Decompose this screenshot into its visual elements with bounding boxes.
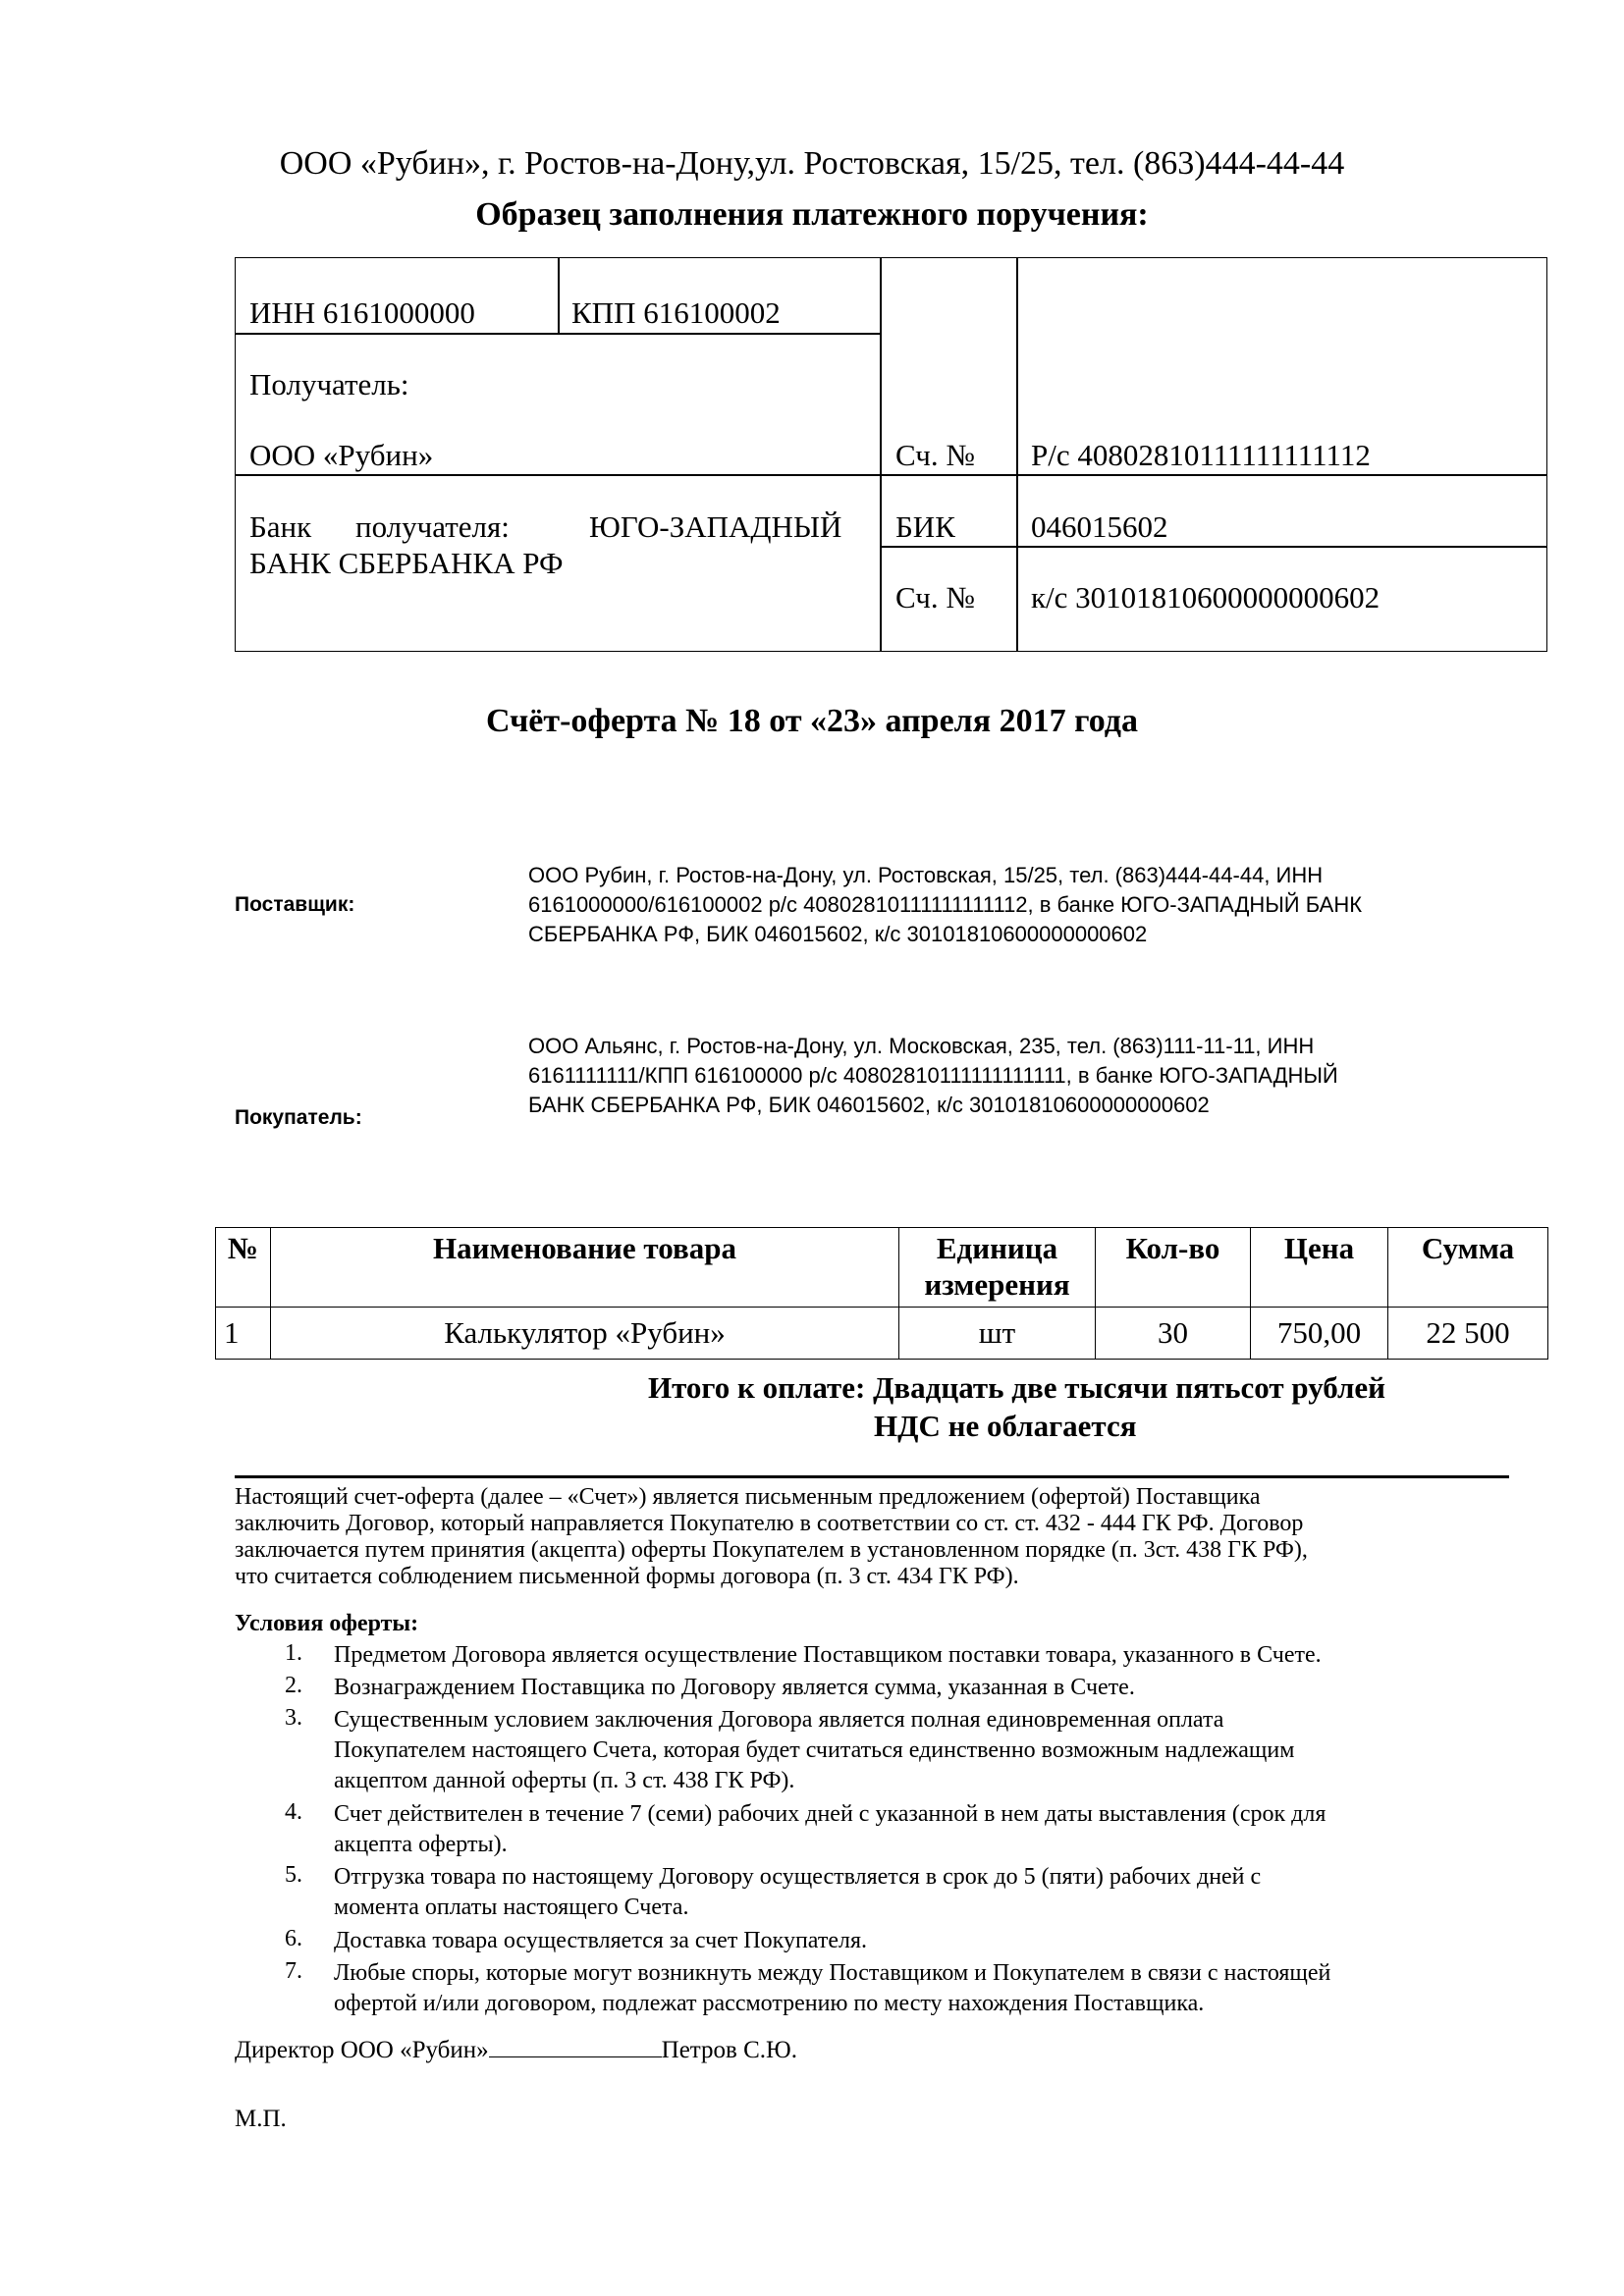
condition-text [334,1862,1512,1923]
condition-line: Отгрузка товара по настоящему Договору осуществляется в срок до 5 (пяти) рабочих дней с [334,1864,1262,1890]
bik-value: 046015602 [1031,509,1168,544]
signature-name: Петров С.Ю. [661,2037,797,2063]
condition-text [334,1926,1512,1956]
inn-value: ИНН 6161000000 [249,295,475,330]
bank-details-table [235,257,1547,652]
corr-account-label: Сч. № [895,580,975,614]
stamp-placeholder: М.П. [235,2106,287,2132]
kpp-value: КПП 616100002 [571,295,781,330]
column-header-unit: Единица измерения [899,1228,1096,1308]
condition-line: Покупателем настоящего Счета, которая будет считаться единственно возможным надлежащим [334,1737,1295,1763]
account-label: Сч. № [895,438,975,472]
condition-number: 7. [285,1958,302,1984]
row-price: 750,00 [1251,1308,1388,1360]
signature-line [235,2035,797,2062]
row-item-name: Калькулятор «Рубин» [271,1308,899,1360]
company-header-line: ООО «Рубин», г. Ростов-на-Дону,ул. Ростовская, 15/25, тел. (863)444-44-44 [279,145,1345,182]
condition-line: акцепта оферты). [334,1832,508,1857]
column-header-quantity: Кол-во [1096,1228,1251,1308]
terms-intro-line: Настоящий счет-оферта (далее – «Счет») является письменным предложением (офертой) Поставщика [235,1484,1261,1510]
total-amount-words: Итого к оплате: Двадцать две тысячи пятьсот рублей [648,1370,1386,1405]
buyer-label: Покупатель: [235,1106,362,1129]
condition-line: акцептом данной оферты (п. 3 ст. 438 ГК РФ). [334,1768,795,1793]
table-row [216,1308,1548,1360]
condition-line: момента оплаты настоящего Счета. [334,1895,689,1920]
terms-intro [235,1484,1511,1590]
bank-name-part1: ЮГО-ЗАПАДНЫЙ [589,509,842,544]
condition-line: Существенным условием заключения Договора является полная единовременная оплата [334,1707,1224,1733]
column-header-number: № [216,1228,271,1308]
condition-number: 3. [285,1705,302,1731]
condition-text [334,1673,1512,1703]
invoice-title: Счёт-оферта № 18 от «23» апреля 2017 года [486,703,1138,739]
condition-text [334,1958,1512,2019]
condition-line: Вознаграждением Поставщика по Договору является сумма, указанная в Счете. [334,1675,1135,1700]
column-header-sum: Сумма [1388,1228,1548,1308]
signature-blank [489,2035,662,2057]
goods-table-header-row [216,1228,1548,1308]
condition-line: офертой и/или договором, подлежат рассмотрению по месту нахождения Поставщика. [334,1991,1205,2016]
supplier-line: СБЕРБАНКА РФ, БИК 046015602, к/с 30101810600000000602 [528,922,1148,946]
signature-position: Директор ООО «Рубин» [235,2037,489,2063]
corr-account-value: к/с 30101810600000000602 [1031,580,1380,614]
condition-number: 1. [285,1640,302,1666]
column-header-name: Наименование товара [271,1228,899,1308]
supplier-details [528,861,1530,949]
buyer-details [528,1032,1530,1120]
buyer-line: БАНК СБЕРБАНКА РФ, БИК 046015602, к/с 30101810600000000602 [528,1093,1210,1117]
condition-line: Любые споры, которые могут возникнуть между Поставщиком и Покупателем в связи с настоящей [334,1960,1331,1986]
section-divider [235,1475,1509,1478]
row-sum: 22 500 [1388,1308,1548,1360]
condition-line: Предметом Договора является осуществление Поставщиком поставки товара, указанного в Счете. [334,1642,1322,1668]
terms-intro-line: что считается соблюдением письменной формы договора (п. 3 ст. 434 ГК РФ). [235,1564,1019,1589]
terms-intro-line: заключить Договор, который направляется Покупателю в соответствии со ст. ст. 432 - 444 ГК РФ. Договор [235,1511,1304,1536]
bank-label-word: Банк [249,509,312,544]
supplier-line: 6161000000/616100002 р/с 40802810111111111112, в банке ЮГО-ЗАПАДНЫЙ БАНК [528,892,1363,917]
payment-sample-title: Образец заполнения платежного поручения: [475,196,1149,233]
terms-intro-line: заключается путем принятия (акцепта) оферты Покупателем в установленном порядке (п. 3ст. 438 ГК РФ), [235,1537,1308,1563]
bank-label-recipient: получателя: [355,509,510,544]
condition-line: Доставка товара осуществляется за счет Покупателя. [334,1928,867,1953]
condition-number: 5. [285,1862,302,1888]
recipient-label: Получатель: [249,367,409,401]
condition-text [334,1799,1512,1860]
column-header-price: Цена [1251,1228,1388,1308]
condition-number: 6. [285,1926,302,1951]
account-value: Р/с 40802810111111111112 [1031,438,1371,472]
recipient-name: ООО «Рубин» [249,438,434,472]
row-quantity: 30 [1096,1308,1251,1360]
goods-table [215,1227,1548,1360]
row-number: 1 [216,1308,271,1360]
row-unit: шт [899,1308,1096,1360]
bik-label: БИК [895,509,955,544]
condition-text [334,1640,1512,1671]
supplier-line: ООО Рубин, г. Ростов-на-Дону, ул. Ростовская, 15/25, тел. (863)444-44-44, ИНН [528,863,1324,887]
buyer-line: 6161111111/КПП 616100000 р/с 40802810111111111111, в банке ЮГО-ЗАПАДНЫЙ [528,1063,1338,1088]
buyer-line: ООО Альянс, г. Ростов-на-Дону, ул. Московская, 235, тел. (863)111-11-11, ИНН [528,1034,1315,1058]
supplier-label: Поставщик: [235,893,355,916]
condition-number: 2. [285,1673,302,1698]
condition-text [334,1705,1512,1796]
condition-line: Счет действителен в течение 7 (семи) рабочих дней с указанной в нем даты выставления (срок для [334,1801,1326,1827]
condition-number: 4. [285,1799,302,1825]
conditions-title: Условия оферты: [235,1611,419,1636]
bank-name-part2: БАНК СБЕРБАНКА РФ [249,546,564,580]
vat-note: НДС не облагается [874,1409,1137,1443]
